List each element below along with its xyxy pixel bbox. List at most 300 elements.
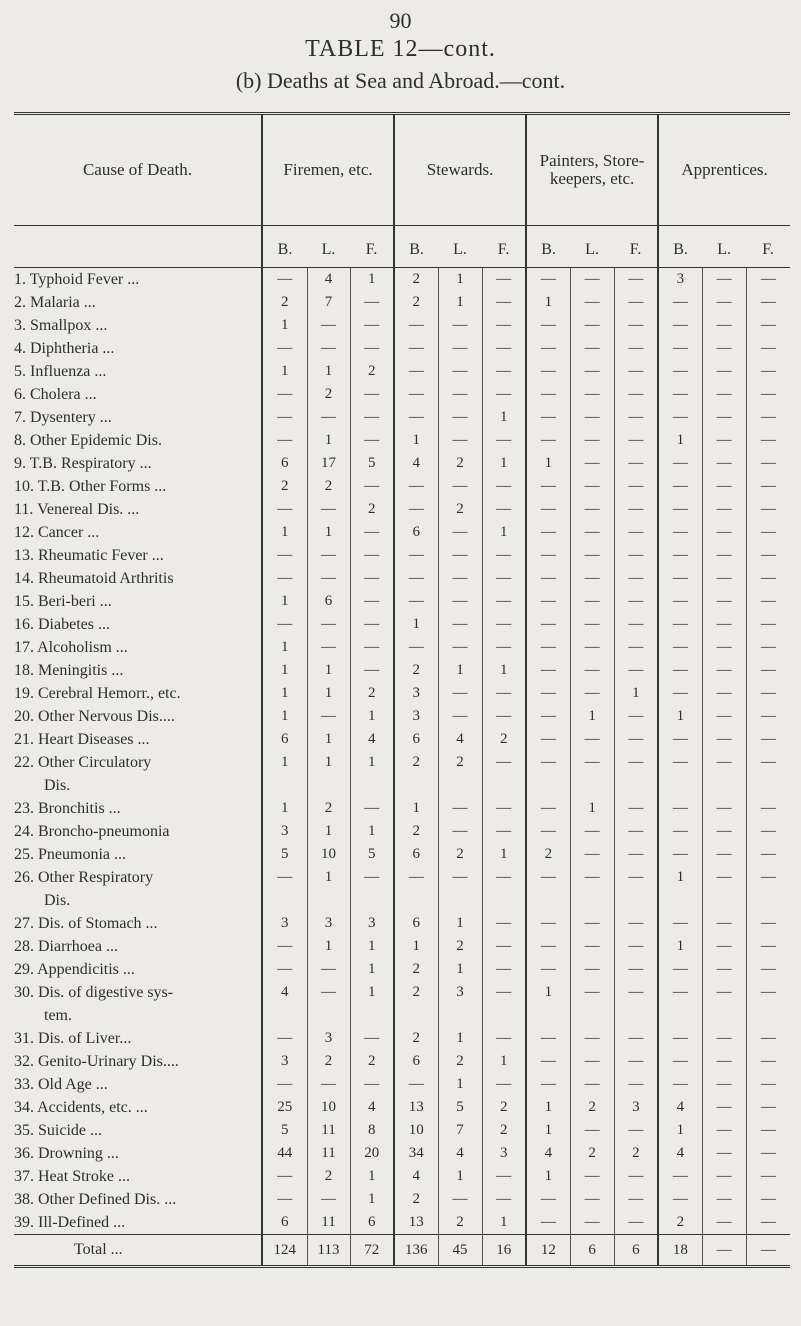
count-cell: 20 (350, 1142, 394, 1165)
count-cell (702, 774, 746, 797)
subheader-f: F. (614, 226, 658, 268)
count-cell: — (307, 705, 350, 728)
count-cell: 1 (482, 1211, 526, 1235)
count-cell: — (570, 314, 614, 337)
count-cell: — (570, 843, 614, 866)
count-cell: — (658, 544, 702, 567)
count-cell: 1 (658, 1119, 702, 1142)
count-cell: 6 (262, 1211, 307, 1235)
count-cell: 1 (482, 521, 526, 544)
table-row (14, 935, 790, 958)
count-cell: — (614, 360, 658, 383)
table-row (14, 544, 790, 567)
count-cell: — (570, 590, 614, 613)
count-cell: 10 (307, 843, 350, 866)
count-cell: 13 (394, 1211, 438, 1235)
count-cell: 1 (614, 682, 658, 705)
count-cell (526, 889, 570, 912)
count-cell: — (746, 1165, 790, 1188)
count-cell: 11 (307, 1142, 350, 1165)
count-cell: 1 (350, 1188, 394, 1211)
count-cell: 1 (350, 1165, 394, 1188)
cause-of-death: 2. Malaria ... (14, 293, 96, 311)
count-cell: — (702, 337, 746, 360)
count-cell: 2 (394, 751, 438, 774)
count-cell (394, 1004, 438, 1027)
count-cell: — (570, 475, 614, 498)
count-cell: — (526, 498, 570, 521)
cause-of-death: 19. Cerebral Hemorr., etc. (14, 684, 181, 702)
count-cell (350, 1004, 394, 1027)
table-row (14, 268, 790, 292)
count-cell: 3 (307, 912, 350, 935)
count-cell: — (394, 360, 438, 383)
count-cell: — (702, 1142, 746, 1165)
total-cell: 12 (526, 1235, 570, 1267)
table-row (14, 360, 790, 383)
count-cell: 2 (614, 1142, 658, 1165)
cause-of-death: 33. Old Age ... (14, 1075, 108, 1093)
count-cell: 1 (394, 613, 438, 636)
count-cell: — (438, 866, 482, 889)
cause-of-death: 38. Other Defined Dis. ... (14, 1190, 177, 1208)
count-cell: — (614, 498, 658, 521)
count-cell: 1 (526, 291, 570, 314)
count-cell: 2 (438, 751, 482, 774)
count-cell: — (570, 498, 614, 521)
count-cell: — (526, 1188, 570, 1211)
count-cell (262, 774, 307, 797)
count-cell: 1 (658, 866, 702, 889)
count-cell: — (482, 429, 526, 452)
count-cell: — (702, 705, 746, 728)
count-cell: — (614, 613, 658, 636)
total-cell: — (702, 1235, 746, 1267)
subheader-b: B. (262, 226, 307, 268)
count-cell: 2 (438, 1050, 482, 1073)
count-cell: — (350, 613, 394, 636)
count-cell: — (526, 659, 570, 682)
count-cell: — (438, 337, 482, 360)
table-row (14, 590, 790, 613)
table-subtitle: (b) Deaths at Sea and Abroad.—cont. (235, 68, 566, 93)
count-cell: 1 (438, 912, 482, 935)
table-row (14, 636, 790, 659)
count-cell: 1 (482, 452, 526, 475)
cause-of-death: 36. Drowning ... (14, 1144, 119, 1162)
count-cell: — (614, 1165, 658, 1188)
count-cell: 44 (262, 1142, 307, 1165)
group-header-apprentices: Apprentices. (658, 114, 790, 226)
count-cell: 4 (350, 728, 394, 751)
table-row (14, 1050, 790, 1073)
count-cell: — (482, 820, 526, 843)
count-cell: — (262, 935, 307, 958)
count-cell (394, 889, 438, 912)
table-row (14, 1096, 790, 1119)
count-cell (526, 774, 570, 797)
count-cell: — (482, 567, 526, 590)
count-cell: — (482, 314, 526, 337)
count-cell: — (658, 1073, 702, 1096)
count-cell: — (438, 406, 482, 429)
count-cell: — (702, 613, 746, 636)
subheader-b: B. (658, 226, 702, 268)
table-row (14, 866, 790, 889)
count-cell: — (746, 682, 790, 705)
count-cell: — (702, 1165, 746, 1188)
count-cell: — (614, 797, 658, 820)
count-cell: — (702, 452, 746, 475)
count-cell: — (614, 337, 658, 360)
count-cell: — (746, 314, 790, 337)
count-cell: 11 (307, 1211, 350, 1235)
count-cell: — (746, 981, 790, 1004)
total-cell: — (746, 1235, 790, 1267)
count-cell: 1 (350, 751, 394, 774)
count-cell: — (570, 912, 614, 935)
count-cell: — (438, 636, 482, 659)
count-cell: 8 (350, 1119, 394, 1142)
count-cell: — (746, 544, 790, 567)
count-cell: — (526, 866, 570, 889)
count-cell: — (746, 866, 790, 889)
count-cell: — (262, 1027, 307, 1050)
count-cell: — (438, 705, 482, 728)
subheader-l: L. (702, 226, 746, 268)
count-cell: — (570, 613, 614, 636)
count-cell: — (746, 1050, 790, 1073)
table-row (14, 682, 790, 705)
group-header-stewards: Stewards. (394, 114, 526, 226)
subheader-l: L. (307, 226, 350, 268)
count-cell: — (570, 383, 614, 406)
subheader-b: B. (526, 226, 570, 268)
count-cell: — (307, 1188, 350, 1211)
count-cell: — (262, 866, 307, 889)
count-cell: — (482, 705, 526, 728)
count-cell: — (482, 475, 526, 498)
count-cell: — (746, 1073, 790, 1096)
count-cell (614, 774, 658, 797)
count-cell: — (746, 1211, 790, 1235)
table-row (14, 728, 790, 751)
cause-of-death: 37. Heat Stroke ... (14, 1167, 130, 1185)
count-cell: — (570, 521, 614, 544)
count-cell: 2 (394, 1188, 438, 1211)
count-cell: — (570, 1211, 614, 1235)
cause-of-death: 39. Ill-Defined ... (14, 1213, 126, 1231)
count-cell: — (526, 958, 570, 981)
cause-header: Cause of Death. (14, 114, 262, 226)
count-cell: — (746, 429, 790, 452)
count-cell: 1 (262, 314, 307, 337)
count-cell (350, 889, 394, 912)
count-cell (307, 774, 350, 797)
count-cell: — (307, 981, 350, 1004)
count-cell (658, 1004, 702, 1027)
count-cell (526, 1004, 570, 1027)
subheader-f: F. (482, 226, 526, 268)
cause-of-death: 35. Suicide ... (14, 1121, 102, 1139)
count-cell: 1 (526, 981, 570, 1004)
count-cell: — (658, 360, 702, 383)
table-row (14, 958, 790, 981)
count-cell: — (658, 1050, 702, 1073)
count-cell: — (526, 797, 570, 820)
count-cell: — (702, 521, 746, 544)
subheader-f: F. (350, 226, 394, 268)
count-cell: — (350, 406, 394, 429)
count-cell: — (482, 1188, 526, 1211)
count-cell: — (307, 567, 350, 590)
count-cell: — (350, 866, 394, 889)
count-cell: 1 (262, 521, 307, 544)
count-cell: 25 (262, 1096, 307, 1119)
count-cell: 2 (307, 1165, 350, 1188)
table-row (14, 1004, 790, 1027)
cause-of-death: 22. Other Circulatory (14, 753, 152, 771)
count-cell: — (702, 498, 746, 521)
count-cell: 11 (307, 1119, 350, 1142)
total-cell: 72 (350, 1235, 394, 1267)
table-row (14, 774, 790, 797)
count-cell: 2 (394, 820, 438, 843)
count-cell: — (658, 475, 702, 498)
table-row (14, 521, 790, 544)
count-cell: — (746, 498, 790, 521)
count-cell: 2 (482, 728, 526, 751)
count-cell: 4 (350, 1096, 394, 1119)
count-cell: 1 (350, 268, 394, 292)
count-cell: 2 (570, 1142, 614, 1165)
count-cell: 6 (394, 843, 438, 866)
count-cell: — (438, 360, 482, 383)
count-cell: 1 (262, 705, 307, 728)
count-cell: — (702, 682, 746, 705)
count-cell (746, 774, 790, 797)
count-cell: — (614, 291, 658, 314)
cause-of-death: Dis. (44, 776, 71, 794)
count-cell: — (702, 1188, 746, 1211)
total-cell: 6 (614, 1235, 658, 1267)
count-cell: — (482, 751, 526, 774)
count-cell: — (570, 291, 614, 314)
count-cell: — (614, 452, 658, 475)
count-cell: — (746, 958, 790, 981)
count-cell: — (746, 383, 790, 406)
count-cell: — (482, 291, 526, 314)
count-cell: — (614, 383, 658, 406)
count-cell: — (746, 751, 790, 774)
count-cell: — (614, 705, 658, 728)
count-cell: 7 (307, 291, 350, 314)
count-cell: — (658, 659, 702, 682)
count-cell: 13 (394, 1096, 438, 1119)
cause-of-death: 11. Venereal Dis. ... (14, 500, 140, 518)
count-cell: 1 (438, 1073, 482, 1096)
count-cell: 1 (350, 935, 394, 958)
count-cell: 1 (394, 935, 438, 958)
count-cell: — (614, 820, 658, 843)
count-cell (350, 774, 394, 797)
count-cell: — (570, 1119, 614, 1142)
cause-subheader-blank (14, 226, 262, 268)
count-cell: 1 (307, 728, 350, 751)
count-cell: — (702, 1073, 746, 1096)
count-cell: 5 (350, 843, 394, 866)
count-cell: 4 (438, 728, 482, 751)
count-cell: — (394, 567, 438, 590)
count-cell: — (526, 636, 570, 659)
cause-of-death: 31. Dis. of Liver... (14, 1029, 132, 1047)
cause-of-death: 14. Rheumatoid Arthritis (14, 569, 174, 587)
table-row (14, 1119, 790, 1142)
cause-of-death: 15. Beri-beri ... (14, 592, 112, 610)
count-cell: — (746, 1027, 790, 1050)
count-cell: — (570, 728, 614, 751)
count-cell: — (702, 659, 746, 682)
count-cell: 1 (307, 659, 350, 682)
count-cell: — (526, 406, 570, 429)
count-cell: — (482, 981, 526, 1004)
count-cell: — (570, 1073, 614, 1096)
count-cell: 3 (614, 1096, 658, 1119)
count-cell: — (702, 820, 746, 843)
count-cell (307, 1004, 350, 1027)
count-cell: — (702, 291, 746, 314)
count-cell: 6 (262, 728, 307, 751)
count-cell: — (614, 866, 658, 889)
count-cell: 1 (262, 682, 307, 705)
count-cell: 2 (394, 1027, 438, 1050)
count-cell: — (526, 912, 570, 935)
count-cell: — (702, 843, 746, 866)
cause-of-death: 23. Bronchitis ... (14, 799, 121, 817)
count-cell: — (658, 567, 702, 590)
count-cell: 1 (526, 1096, 570, 1119)
count-cell: 1 (307, 682, 350, 705)
count-cell: — (746, 935, 790, 958)
count-cell: — (702, 544, 746, 567)
count-cell: 1 (262, 360, 307, 383)
count-cell: — (746, 912, 790, 935)
count-cell (570, 774, 614, 797)
count-cell: 6 (394, 912, 438, 935)
count-cell: — (614, 475, 658, 498)
count-cell: 10 (307, 1096, 350, 1119)
count-cell: 10 (394, 1119, 438, 1142)
table-row (14, 429, 790, 452)
table-row (14, 889, 790, 912)
count-cell: — (702, 475, 746, 498)
count-cell: — (658, 1188, 702, 1211)
subheader-l: L. (570, 226, 614, 268)
count-cell: — (438, 429, 482, 452)
count-cell: — (570, 337, 614, 360)
count-cell: 1 (482, 1050, 526, 1073)
table-row (14, 1188, 790, 1211)
count-cell: — (614, 935, 658, 958)
count-cell: — (658, 613, 702, 636)
cause-of-death: 16. Diabetes ... (14, 615, 110, 633)
count-cell (570, 1004, 614, 1027)
count-cell: 6 (350, 1211, 394, 1235)
count-cell: 1 (350, 705, 394, 728)
count-cell: — (350, 383, 394, 406)
count-cell: 2 (307, 797, 350, 820)
count-cell: — (526, 935, 570, 958)
count-cell: — (702, 958, 746, 981)
count-cell: — (746, 1188, 790, 1211)
count-cell: — (438, 521, 482, 544)
count-cell: — (526, 705, 570, 728)
count-cell: — (570, 820, 614, 843)
count-cell: 2 (350, 498, 394, 521)
count-cell: — (438, 797, 482, 820)
count-cell (746, 889, 790, 912)
count-cell (658, 889, 702, 912)
total-cell: 16 (482, 1235, 526, 1267)
count-cell: 1 (526, 1119, 570, 1142)
count-cell: — (702, 360, 746, 383)
count-cell: 3 (394, 705, 438, 728)
count-cell: — (658, 337, 702, 360)
count-cell: — (614, 728, 658, 751)
cause-of-death: 6. Cholera ... (14, 385, 97, 403)
count-cell: 2 (394, 268, 438, 292)
count-cell: — (350, 429, 394, 452)
count-cell: — (658, 1165, 702, 1188)
cause-of-death: 18. Meningitis ... (14, 661, 124, 679)
count-cell: — (262, 1165, 307, 1188)
count-cell: 2 (438, 498, 482, 521)
count-cell: 1 (307, 935, 350, 958)
count-cell: — (438, 590, 482, 613)
count-cell: — (570, 935, 614, 958)
count-cell: 4 (394, 452, 438, 475)
count-cell: — (746, 1119, 790, 1142)
count-cell: — (438, 314, 482, 337)
count-cell: — (746, 797, 790, 820)
count-cell: — (614, 314, 658, 337)
count-cell: 2 (394, 291, 438, 314)
count-cell: — (658, 981, 702, 1004)
count-cell: — (614, 567, 658, 590)
count-cell: 2 (350, 360, 394, 383)
count-cell (614, 1004, 658, 1027)
count-cell: — (746, 475, 790, 498)
count-cell: — (526, 567, 570, 590)
count-cell: 2 (438, 935, 482, 958)
count-cell: 2 (570, 1096, 614, 1119)
count-cell: — (658, 751, 702, 774)
count-cell: 3 (350, 912, 394, 935)
count-cell: — (746, 1096, 790, 1119)
count-cell (570, 889, 614, 912)
count-cell: — (570, 866, 614, 889)
count-cell: — (702, 797, 746, 820)
count-cell: — (746, 268, 790, 292)
count-cell: 6 (307, 590, 350, 613)
count-cell: 3 (262, 820, 307, 843)
count-cell: — (570, 958, 614, 981)
count-cell: — (307, 636, 350, 659)
count-cell: 6 (262, 452, 307, 475)
count-cell: — (746, 590, 790, 613)
count-cell: 5 (350, 452, 394, 475)
count-cell: — (746, 291, 790, 314)
